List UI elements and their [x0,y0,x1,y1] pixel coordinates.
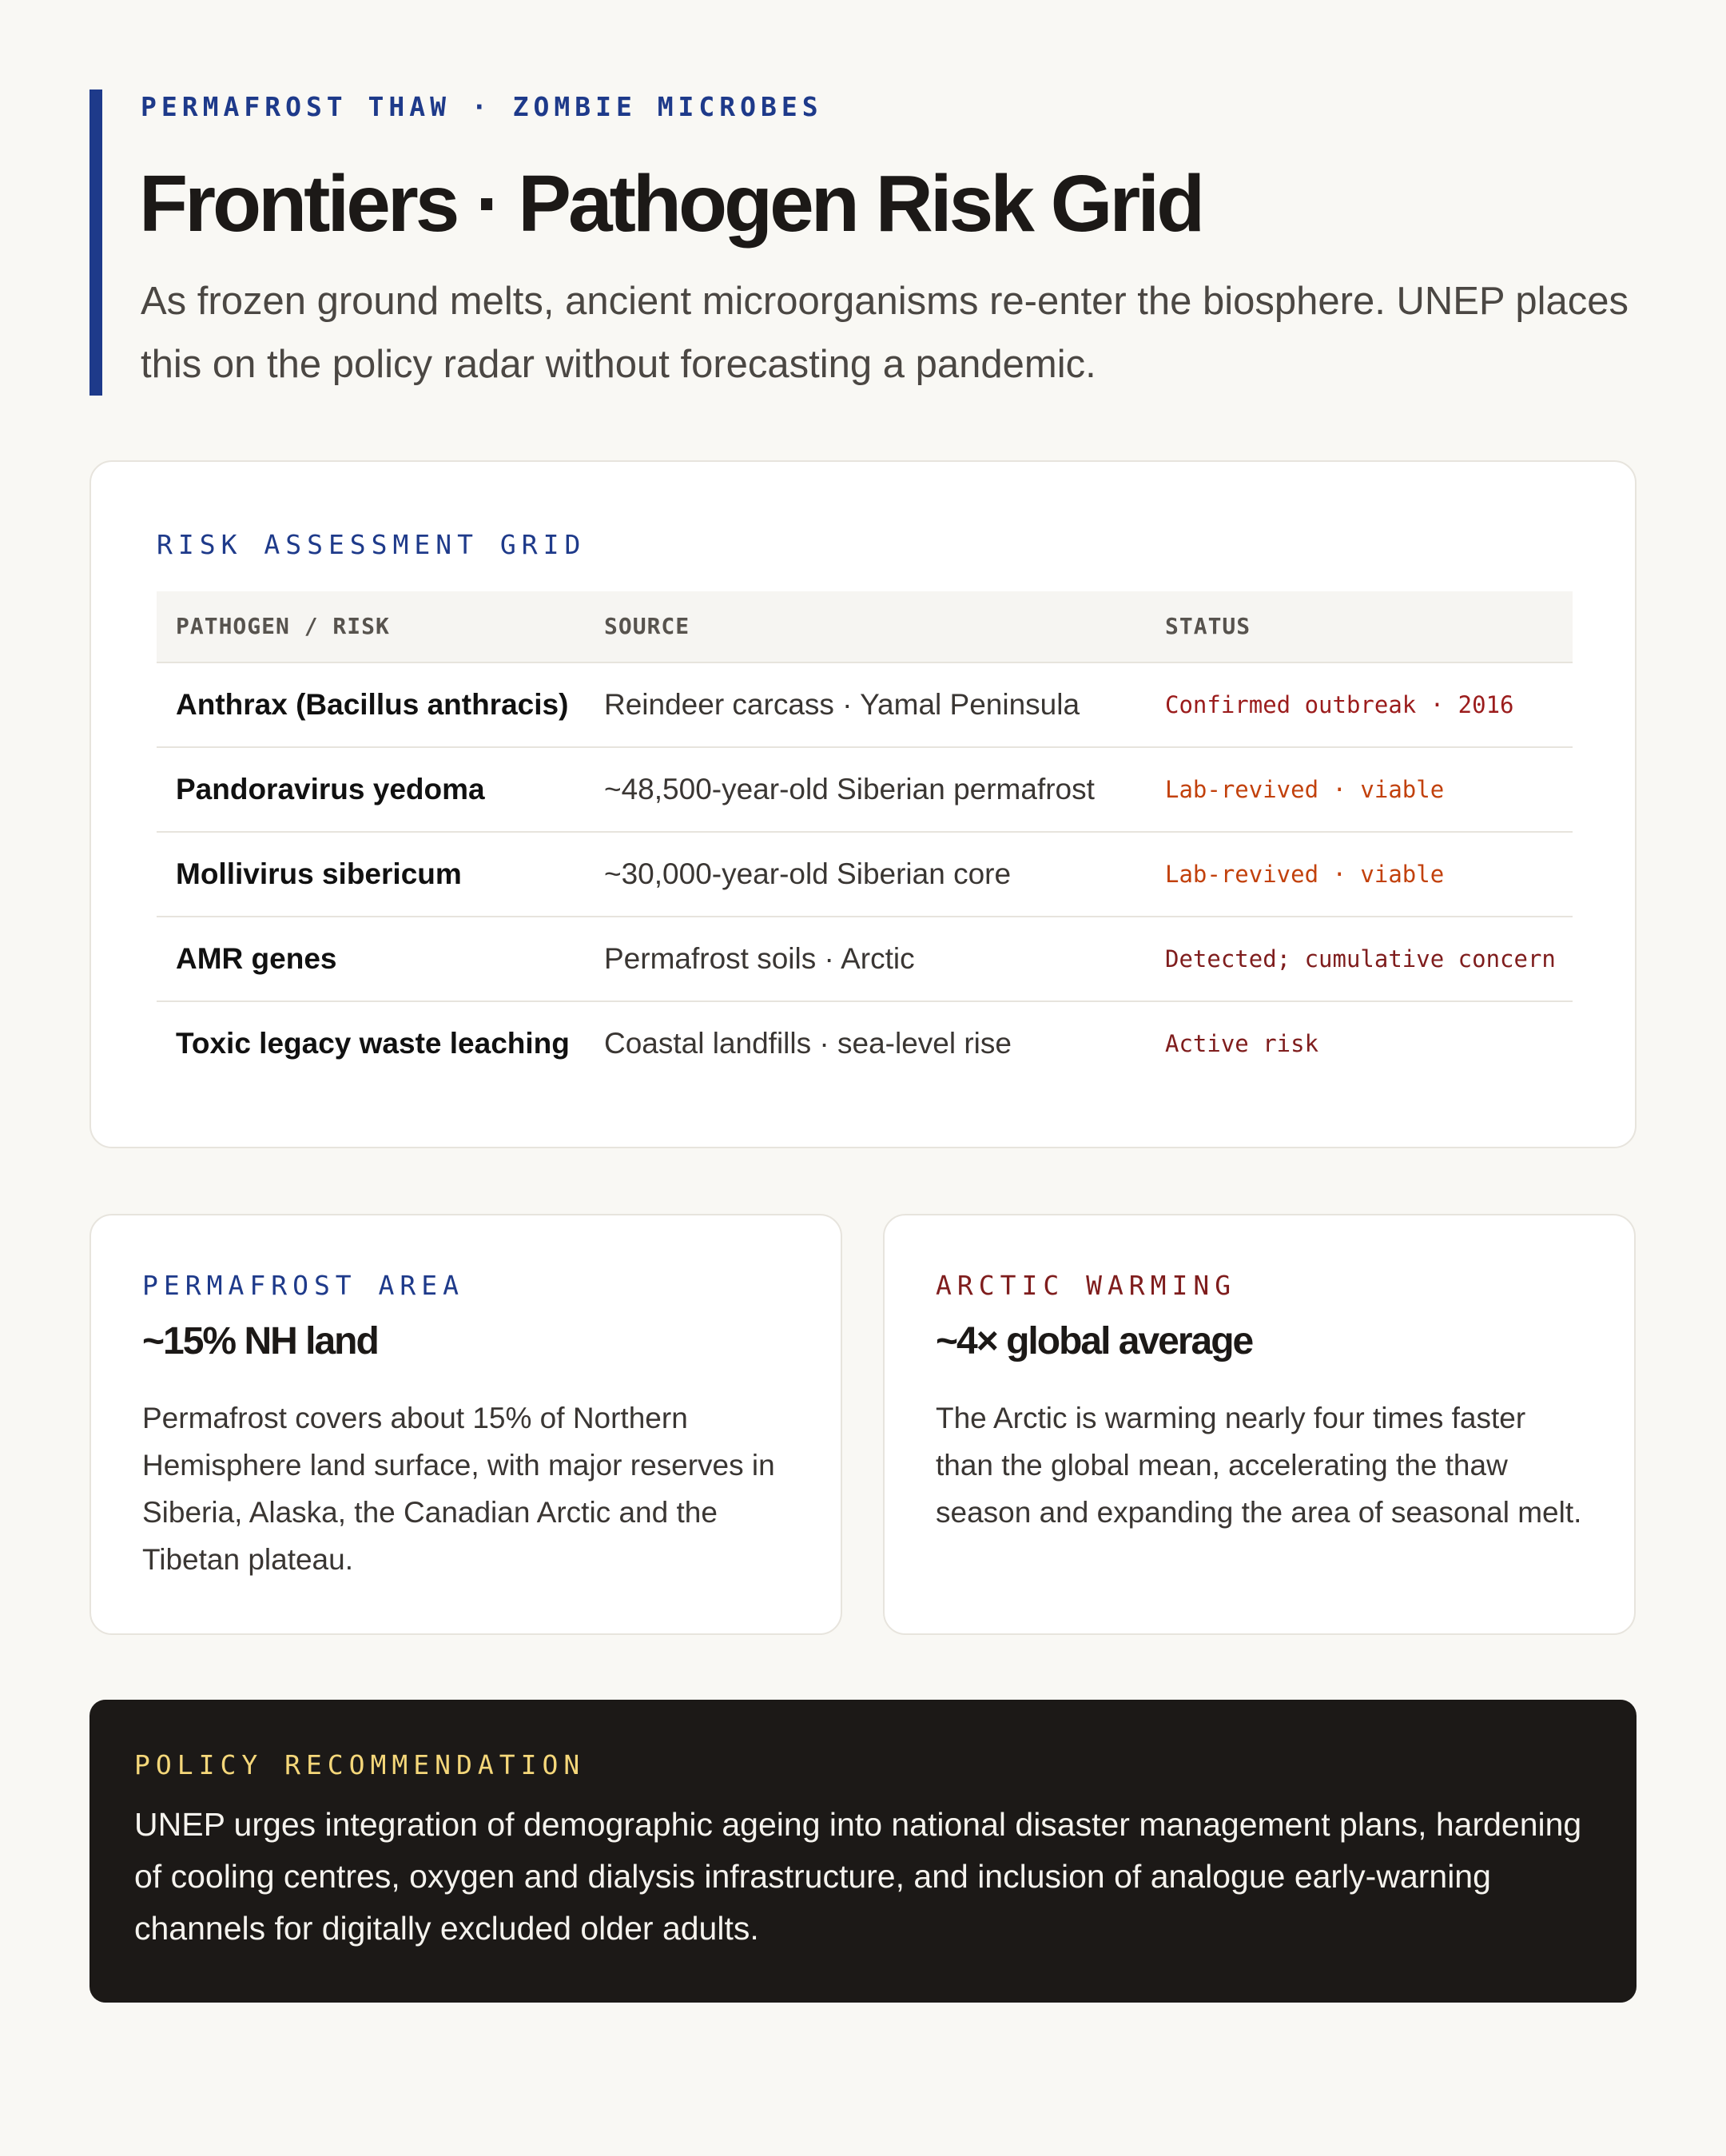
source-cell: Reindeer carcass · Yamal Peninsula [604,688,1080,721]
column-header-status: STATUS [1165,613,1251,639]
table-row [157,663,1573,748]
permafrost-area-card [89,1214,842,1635]
source-cell: Coastal landfills · sea-level rise [604,1027,1012,1060]
permafrost-area-text: Permafrost covers about 15% of Northern Hemisphere land surface, with major reserves in Siberia, Alaska, the Canadian Arctic and the Tibetan plateau. [142,1402,775,1576]
risk-table [157,591,1573,1085]
permafrost-area-value: ~15% NH land [142,1320,378,1362]
page-title: Frontiers · Pathogen Risk Grid [139,159,1203,249]
risk-grid-label: RISK ASSESSMENT GRID [157,529,587,560]
policy-recommendation-card [89,1700,1637,2003]
table-row [157,917,1573,1002]
status-cell: Confirmed outbreak · 2016 [1165,691,1514,718]
arctic-warming-value: ~4× global average [936,1320,1253,1362]
column-header-source: SOURCE [604,613,690,639]
status-cell: Detected; cumulative concern [1165,945,1556,973]
pathogen-cell: Anthrax (Bacillus anthracis) [176,688,569,721]
source-cell: Permafrost soils · Arctic [604,942,915,975]
source-cell: ~30,000-year-old Siberian core [604,857,1012,890]
pathogen-cell: AMR genes [176,942,337,975]
arctic-warming-card [883,1214,1636,1635]
status-cell: Lab-revived · viable [1165,861,1445,888]
risk-grid-card [89,460,1637,1148]
accent-bar [89,90,102,396]
pathogen-cell: Mollivirus sibericum [176,857,462,890]
status-cell: Lab-revived · viable [1165,776,1445,803]
permafrost-area-label: PERMAFROST AREA [142,1270,465,1301]
arctic-warming-text: The Arctic is warming nearly four times faster than the global mean, accelerating the thaw season and expanding the area of seasonal melt. [936,1402,1582,1529]
table-header [157,591,1573,663]
policy-label: POLICY RECOMMENDATION [134,1749,586,1780]
eyebrow: PERMAFROST THAW · ZOMBIE MICROBES [141,91,823,122]
source-cell: ~48,500-year-old Siberian permafrost [604,773,1095,806]
column-header-pathogen: PATHOGEN / RISK [176,613,390,639]
arctic-warming-label: ARCTIC WARMING [936,1270,1237,1301]
page-subtitle: As frozen ground melts, ancient microorganisms re-enter the biosphere. UNEP places this on the policy radar without forecasting a pandemic. [141,280,1629,386]
status-cell: Active risk [1165,1030,1319,1057]
page-header [89,90,1629,396]
table-row [157,748,1573,833]
policy-text: UNEP urges integration of demographic ageing into national disaster management plans, hardening of cooling centres, oxygen and dialysis infrastructure, and inclusion of analogue early-warning channels for digitally excluded older adults. [134,1806,1582,1947]
table-row [157,833,1573,917]
pathogen-cell: Toxic legacy waste leaching [176,1027,570,1060]
pathogen-cell: Pandoravirus yedoma [176,773,485,806]
table-row [157,1002,1573,1085]
